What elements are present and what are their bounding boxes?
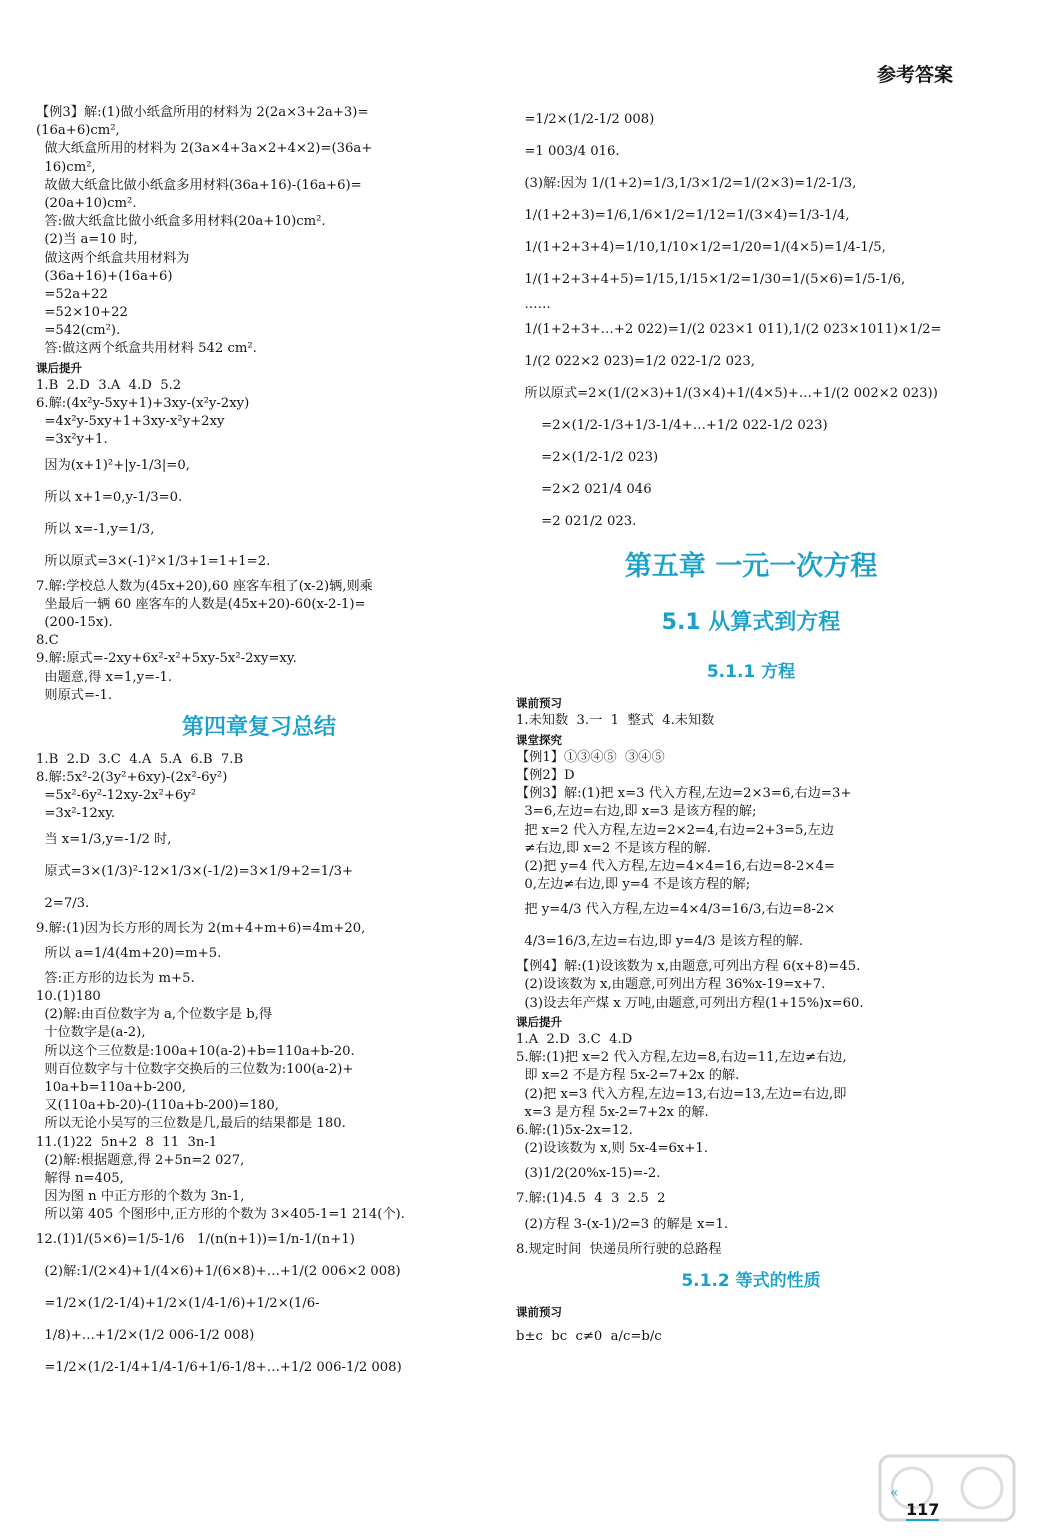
text-line: 6.解:(4x²y-5xy+1)+3xy-(x²y-2xy) bbox=[36, 396, 250, 411]
text-line: 3=6,左边=右边,即 x=3 是该方程的解; bbox=[516, 804, 757, 820]
text-line: 故做大纸盒比做小纸盒多用材料(36a+16)-(16a+6)= bbox=[36, 177, 362, 193]
text-line: (200-15x). bbox=[36, 614, 113, 630]
text-line: 8.规定时间 快递员所行驶的总路程 bbox=[516, 1241, 722, 1257]
text-line: 1/(1+2+3+4)=1/10,1/10×1/2=1/20=1/(4×5)=1/4-1/5, bbox=[516, 240, 886, 255]
text-line: =1/2×(1/2-1/4)+1/2×(1/4-1/6)+1/2×(1/6- bbox=[36, 1296, 320, 1312]
text-line: 1/(1+2+3)=1/6,1/6×1/2=1/12=1/(3×4)=1/3-1/4, bbox=[516, 208, 850, 223]
text-line: 1/(2 022×2 023)=1/2 022-1/2 023, bbox=[516, 354, 755, 370]
text-line: 1.未知数 3.一 1 整式 4.未知数 bbox=[516, 713, 715, 729]
text-line: 原式=3×(1/3)²-12×1/3×(-1/2)=3×1/9+2=1/3+ bbox=[36, 863, 354, 879]
text-line: 十位数字是(a-2), bbox=[36, 1025, 146, 1041]
text-line: ≠右边,即 x=2 不是该方程的解. bbox=[516, 840, 711, 856]
text-line: (2)当 a=10 时, bbox=[36, 232, 138, 248]
text-line: 课前预习 bbox=[516, 1304, 562, 1319]
text-line: 课后提升 bbox=[36, 360, 82, 375]
text-line: (36a+16)+(16a+6) bbox=[36, 268, 173, 284]
text-line: (3)1/2(20%x-15)=-2. bbox=[516, 1166, 661, 1182]
text-line: (20a+10)cm². bbox=[36, 195, 137, 211]
text-line: 2=7/3. bbox=[36, 895, 90, 911]
text-line: 【例2】D bbox=[516, 767, 575, 783]
text-line: 把 x=2 代入方程,左边=2×2=4,右边=2+3=5,左边 bbox=[516, 822, 834, 838]
text-line: 则百位数字与十位数字交换后的三位数为:100(a-2)+ bbox=[36, 1061, 354, 1077]
text-line: 做大纸盒所用的材料为 2(3a×4+3a×2+4×2)=(36a+ bbox=[36, 141, 373, 157]
text-line: 所以无论小吴写的三位数是几,最后的结果都是 180. bbox=[36, 1116, 346, 1132]
text-line: 做这两个纸盒共用材料为 bbox=[36, 250, 190, 266]
text-line: 所以 a=1/4(4m+20)=m+5. bbox=[36, 945, 222, 961]
text-line: 10a+b=110a+b-200, bbox=[36, 1079, 186, 1095]
left-column bbox=[36, 104, 482, 1384]
text-line: 所以这个三位数是:100a+10(a-2)+b=110a+b-20. bbox=[36, 1043, 355, 1059]
text-line: 坐最后一辆 60 座客车的人数是(45x+20)-60(x-2-1)= bbox=[36, 596, 366, 612]
page-number: 117 bbox=[906, 1500, 940, 1519]
text-line: (2)解:根据题意,得 2+5n=2 027, bbox=[36, 1152, 245, 1168]
text-line: =3x²y+1. bbox=[36, 432, 108, 448]
text-line: 所以第 405 个图形中,正方形的个数为 3×405-1=1 214(个). bbox=[36, 1207, 405, 1223]
text-line: 1.B 2.D 3.C 4.A 5.A 6.B 7.B bbox=[36, 751, 244, 767]
text-line: (3)解:因为 1/(1+2)=1/3,1/3×1/2=1/(2×3)=1/2-1/3, bbox=[516, 176, 857, 191]
text-line: 因为(x+1)²+|y-1/3|=0, bbox=[36, 457, 190, 473]
text-line: =1 003/4 016. bbox=[516, 144, 620, 159]
text-line: 1/8)+…+1/2×(1/2 006-1/2 008) bbox=[36, 1328, 255, 1344]
text-line: 则原式=-1. bbox=[36, 687, 113, 703]
text-line: (2)设该数为 x,由题意,可列出方程 36%x-19=x+7. bbox=[516, 977, 826, 993]
text-line: 因为图 n 中正方形的个数为 3n-1, bbox=[36, 1189, 245, 1205]
text-line: =52a+22 bbox=[36, 286, 108, 302]
text-line: 4/3=16/3,左边=右边,即 y=4/3 是该方程的解. bbox=[516, 934, 804, 950]
text-line: 【例3】解:(1)做小纸盒所用的材料为 2(2a×3+2a+3)= bbox=[36, 105, 369, 120]
text-line: =2 021/2 023. bbox=[516, 514, 637, 530]
text-line: 课堂探究 bbox=[516, 732, 562, 747]
text-line: 【例1】①③④⑤ ③④⑤ bbox=[516, 749, 665, 765]
text-line: 又(110a+b-20)-(110a+b-200)=180, bbox=[36, 1098, 279, 1114]
text-line: 7.解:(1)4.5 4 3 2.5 2 bbox=[516, 1191, 666, 1207]
text-line: 所以 x+1=0,y-1/3=0. bbox=[36, 489, 183, 505]
chapter-heading: 第五章 一元一次方程 bbox=[624, 551, 878, 583]
text-line: 5.解:(1)把 x=2 代入方程,左边=8,右边=11,左边≠右边, bbox=[516, 1050, 847, 1066]
text-line: (2)方程 3-(x-1)/2=3 的解是 x=1. bbox=[516, 1216, 729, 1232]
right-column bbox=[516, 104, 986, 1353]
text-line: 7.解:学校总人数为(45x+20),60 座客车租了(x-2)辆,则乘 bbox=[36, 578, 373, 594]
text-line: 【例3】解:(1)把 x=3 代入方程,左边=2×3=6,右边=3+ bbox=[516, 786, 852, 802]
page-header-title: 参考答案 bbox=[876, 64, 953, 86]
text-line: 当 x=1/3,y=-1/2 时, bbox=[36, 831, 172, 847]
text-line: 8.C bbox=[36, 633, 59, 649]
text-line: 答:正方形的边长为 m+5. bbox=[36, 970, 195, 986]
text-line: (3)设去年产煤 x 万吨,由题意,可列出方程(1+15%)x=60. bbox=[516, 995, 864, 1011]
text-line: (2)设该数为 x,则 5x-4=6x+1. bbox=[516, 1141, 708, 1157]
text-line: =2×(1/2-1/2 023) bbox=[516, 450, 659, 466]
review-heading: 第四章复习总结 bbox=[181, 714, 336, 740]
text-line: (2)把 x=3 代入方程,左边=13,右边=13,左边=右边,即 bbox=[516, 1086, 847, 1102]
text-line: =542(cm²). bbox=[36, 323, 121, 339]
text-line: (2)把 y=4 代入方程,左边=4×4=16,右边=8-2×4= bbox=[516, 858, 835, 874]
text-line: 所以 x=-1,y=1/3, bbox=[36, 521, 155, 537]
text-line: =4x²y-5xy+1+3xy-x²y+2xy bbox=[36, 414, 225, 430]
text-line: 所以原式=3×(-1)²×1/3+1=1+1=2. bbox=[36, 553, 271, 569]
text-line: 9.解:原式=-2xy+6x²-x²+5xy-5x²-2xy=xy. bbox=[36, 651, 297, 667]
text-line: 6.解:(1)5x-2x=12. bbox=[516, 1122, 633, 1138]
text-line: 1/(1+2+3+…+2 022)=1/(2 023×1 011),1/(2 023×1011)×1/2= bbox=[516, 322, 942, 338]
text-line: b±c bc c≠0 a/c=b/c bbox=[516, 1328, 662, 1344]
subsection-heading: 5.1.1 方程 bbox=[706, 662, 796, 683]
text-line: …… bbox=[516, 297, 551, 312]
text-line: =1/2×(1/2-1/2 008) bbox=[516, 112, 655, 127]
text-line: x=3 是方程 5x-2=7+2x 的解. bbox=[516, 1104, 709, 1120]
text-line: =2×2 021/4 046 bbox=[516, 482, 652, 498]
text-line: 1/(1+2+3+4+5)=1/15,1/15×1/2=1/30=1/(5×6)=1/5-1/6, bbox=[516, 272, 906, 287]
text-line: (2)解:1/(2×4)+1/(4×6)+1/(6×8)+…+1/(2 006×2 008) bbox=[36, 1264, 401, 1280]
text-line: (2)解:由百位数字为 a,个位数字是 b,得 bbox=[36, 1007, 273, 1023]
text-line: 课后提升 bbox=[516, 1014, 562, 1029]
text-line: 0,左边≠右边,即 y=4 不是该方程的解; bbox=[516, 877, 751, 893]
text-line: 即 x=2 不是方程 5x-2=7+2x 的解. bbox=[516, 1068, 740, 1084]
text-line: 答:做这两个纸盒共用材料 542 cm². bbox=[36, 341, 257, 357]
text-line: =2×(1/2-1/3+1/3-1/4+…+1/2 022-1/2 023) bbox=[516, 418, 828, 434]
text-line: 把 y=4/3 代入方程,左边=4×4/3=16/3,右边=8-2× bbox=[516, 902, 836, 918]
text-line: 16)cm², bbox=[36, 159, 96, 175]
text-line: 1.B 2.D 3.A 4.D 5.2 bbox=[36, 377, 182, 393]
text-line: 所以原式=2×(1/(2×3)+1/(3×4)+1/(4×5)+…+1/(2 002×2 023)) bbox=[516, 386, 938, 402]
text-line: 【例4】解:(1)设该数为 x,由题意,可列出方程 6(x+8)=45. bbox=[516, 959, 861, 975]
text-line: 1.A 2.D 3.C 4.D bbox=[516, 1032, 633, 1047]
section-heading: 5.1 从算式到方程 bbox=[661, 610, 841, 636]
text-line: 8.解:5x²-2(3y²+6xy)-(2x²-6y²) bbox=[36, 770, 228, 786]
text-line: (16a+6)cm², bbox=[36, 123, 120, 139]
text-line: =3x²-12xy. bbox=[36, 806, 116, 822]
text-line: =5x²-6y²-12xy-2x²+6y² bbox=[36, 788, 197, 804]
text-line: 答:做大纸盒比做小纸盒多用材料(20a+10)cm². bbox=[36, 214, 326, 230]
subsection-heading: 5.1.2 等式的性质 bbox=[681, 1270, 821, 1291]
text-line: 由题意,得 x=1,y=-1. bbox=[36, 669, 173, 685]
text-line: 9.解:(1)因为长方形的周长为 2(m+4+m+6)=4m+20, bbox=[36, 920, 366, 936]
page-arrows-icon: « bbox=[890, 1485, 899, 1501]
text-line: 10.(1)180 bbox=[36, 989, 101, 1004]
text-line: 12.(1)1/(5×6)=1/5-1/6 1/(n(n+1))=1/n-1/(n+1) bbox=[36, 1232, 355, 1248]
text-line: =52×10+22 bbox=[36, 305, 128, 321]
text-line: 课前预习 bbox=[516, 696, 562, 711]
text-line: =1/2×(1/2-1/4+1/4-1/6+1/6-1/8+…+1/2 006-1/2 008) bbox=[36, 1360, 402, 1376]
text-line: 11.(1)22 5n+2 8 11 3n-1 bbox=[36, 1134, 218, 1150]
text-line: 解得 n=405, bbox=[36, 1170, 124, 1186]
